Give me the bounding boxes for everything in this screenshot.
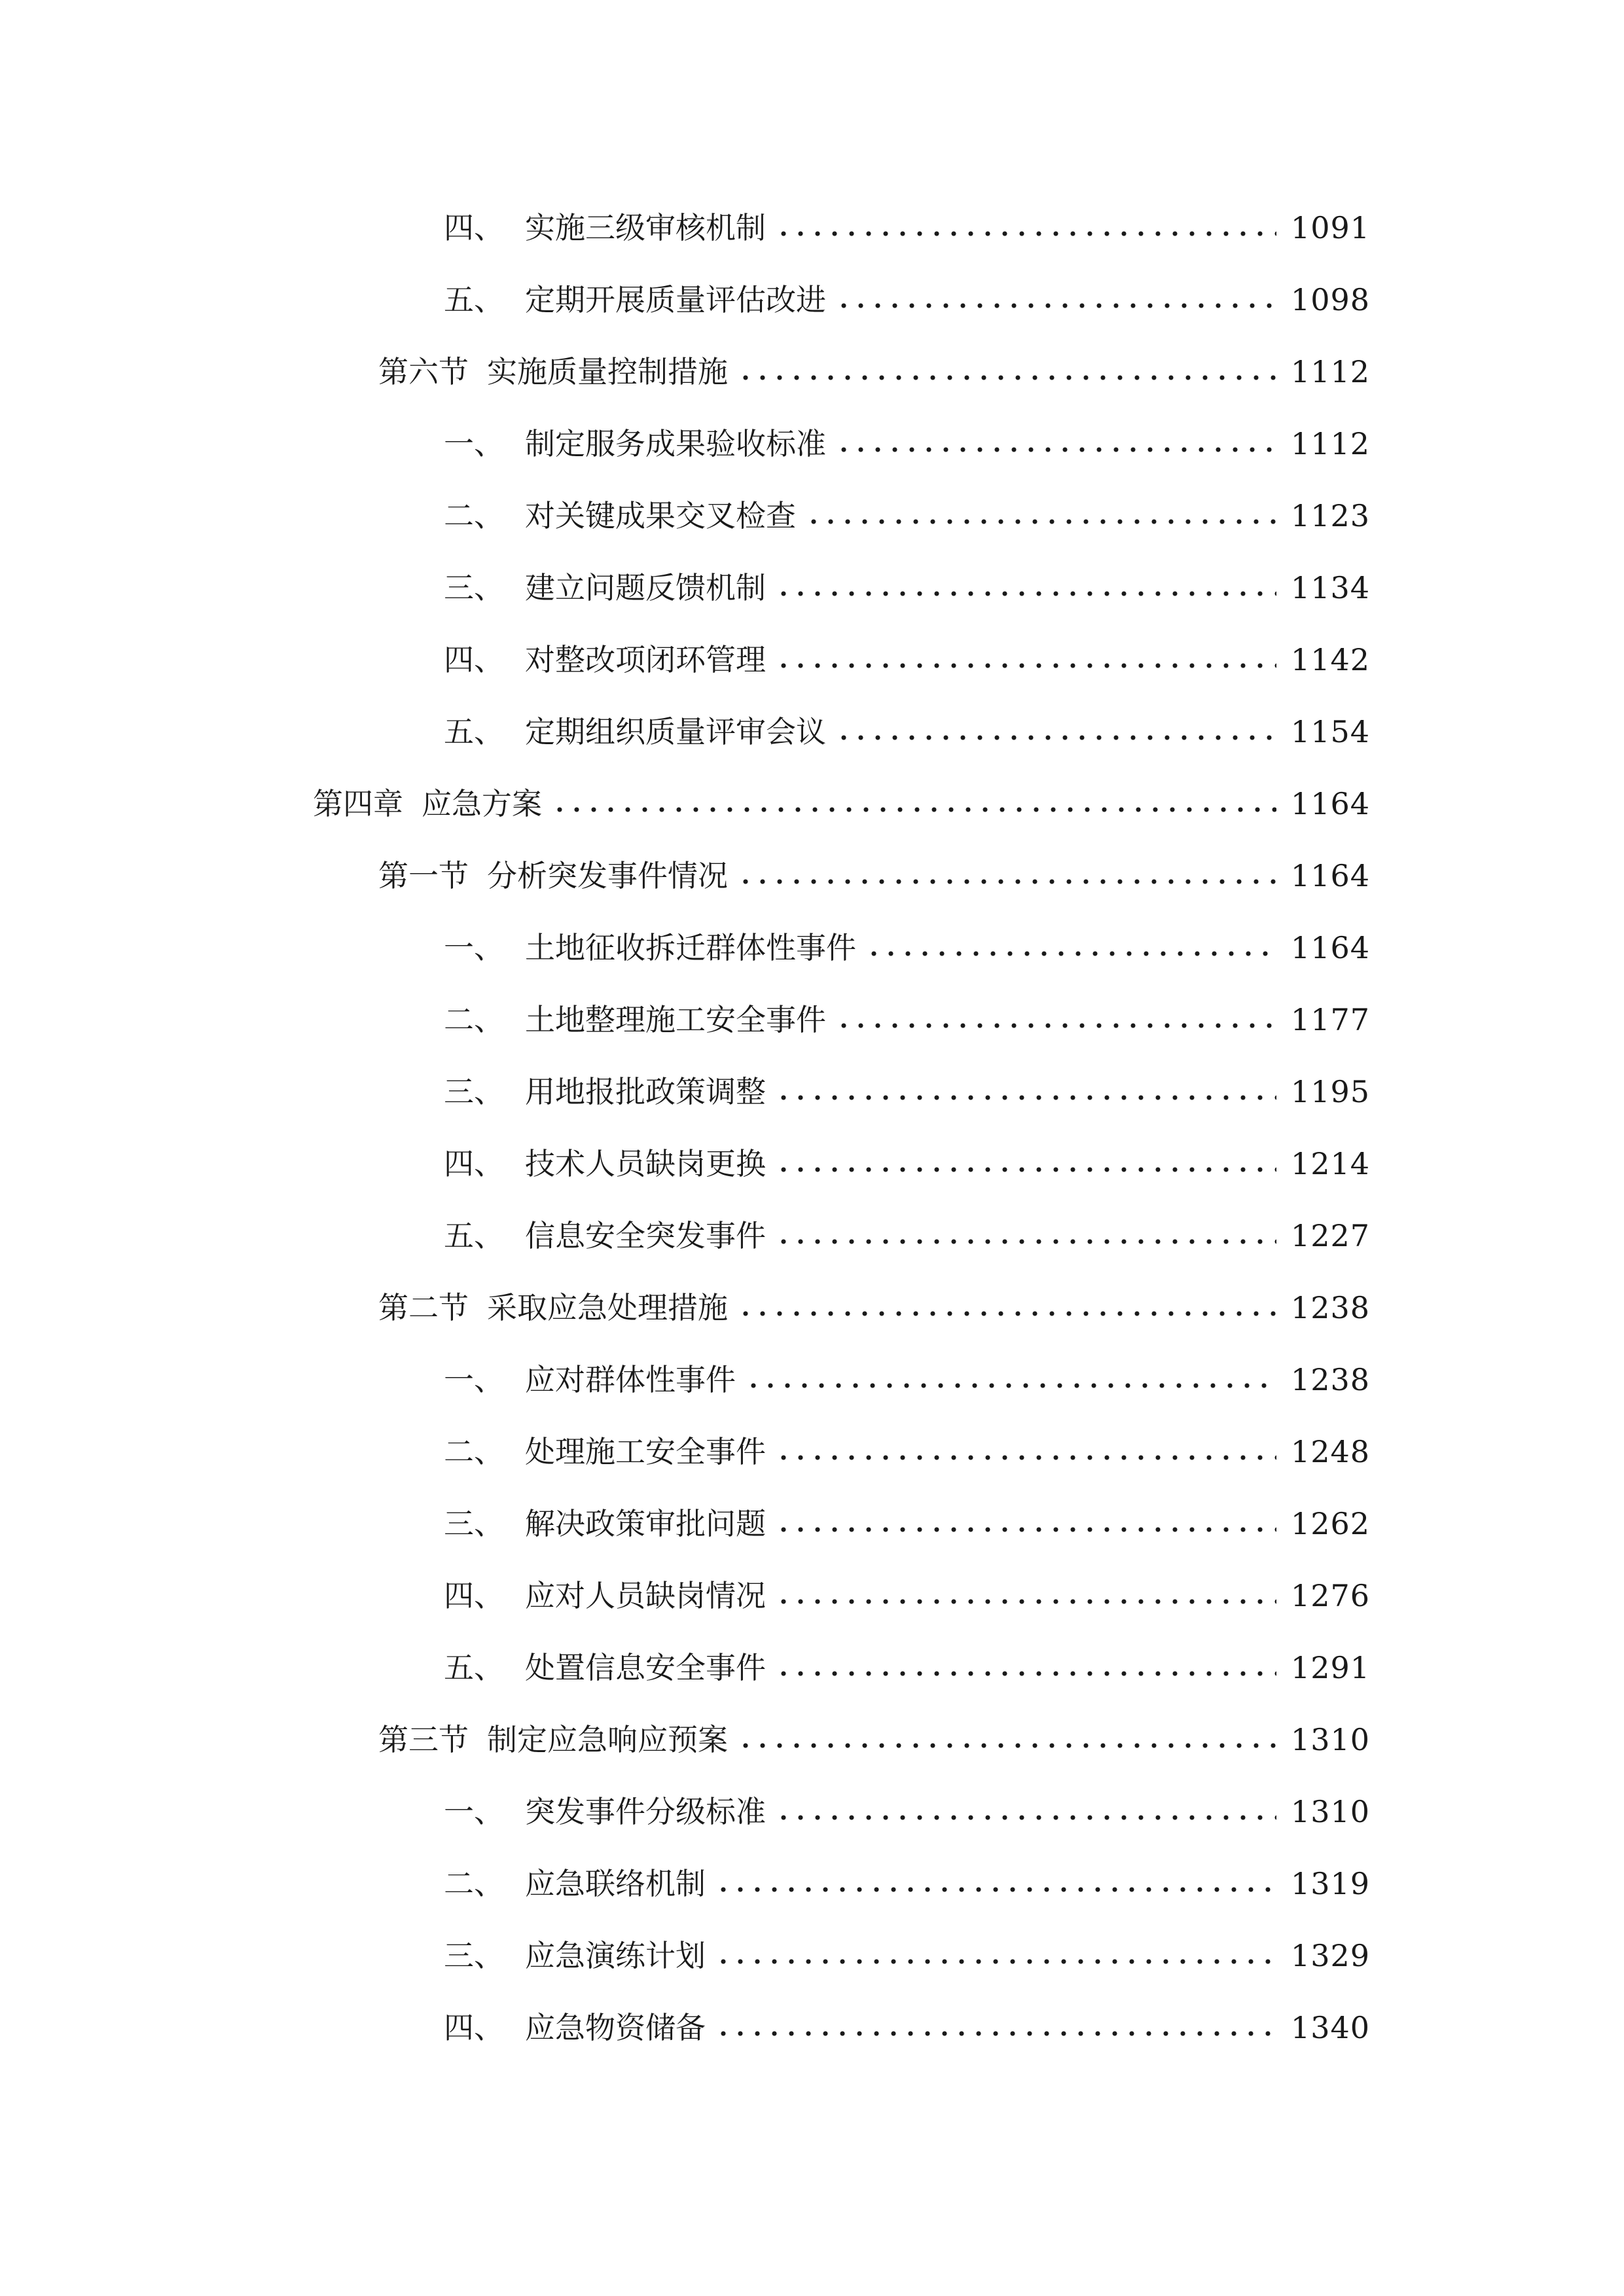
entry-title: 应对人员缺岗情况 — [525, 1578, 766, 1613]
item-marker: 四、 — [444, 1578, 504, 1613]
section-number: 第一节 — [378, 858, 469, 893]
item-marker: 三、 — [444, 1506, 504, 1541]
page-number: 1164 — [1290, 858, 1370, 893]
page-number: 1319 — [1290, 1866, 1370, 1901]
entry-title: 用地报批政策调整 — [525, 1074, 766, 1109]
dot-leader — [835, 734, 1276, 741]
toc-entry-item[interactable] — [444, 1488, 1370, 1560]
toc-entry-item[interactable] — [444, 192, 1370, 264]
dot-leader — [775, 1814, 1276, 1821]
dot-leader — [835, 302, 1276, 309]
toc-entry-item[interactable] — [444, 1416, 1370, 1488]
item-marker: 一、 — [444, 1794, 504, 1829]
toc-entry-item[interactable] — [444, 552, 1370, 624]
entry-title: 信息安全突发事件 — [525, 1218, 766, 1253]
entry-title: 土地征收拆迁群体性事件 — [525, 930, 856, 965]
entry-title: 实施质量控制措施 — [487, 354, 728, 389]
dot-leader — [835, 1022, 1276, 1029]
item-marker: 二、 — [444, 1866, 504, 1901]
toc-entry-item[interactable] — [444, 984, 1370, 1056]
dot-leader — [775, 590, 1276, 597]
item-marker: 四、 — [444, 210, 504, 245]
dot-leader — [737, 1310, 1276, 1317]
item-marker: 二、 — [444, 1434, 504, 1469]
item-marker: 一、 — [444, 426, 504, 461]
entry-title: 处理施工安全事件 — [525, 1434, 766, 1469]
entry-title: 解决政策审批问题 — [525, 1506, 766, 1541]
entry-title: 对关键成果交叉检查 — [525, 498, 796, 533]
page-number: 1310 — [1290, 1794, 1370, 1829]
page-number: 1164 — [1290, 786, 1370, 821]
dot-leader — [775, 230, 1276, 237]
section-number: 第二节 — [378, 1290, 469, 1325]
dot-leader — [551, 806, 1276, 813]
toc-entry-section[interactable] — [378, 840, 1370, 912]
toc-entry-item[interactable] — [444, 1848, 1370, 1920]
toc-entry-item[interactable] — [444, 1776, 1370, 1848]
dot-leader — [737, 1742, 1276, 1749]
page-number: 1214 — [1290, 1146, 1370, 1181]
entry-title: 应急物资储备 — [525, 2010, 706, 2045]
item-marker: 五、 — [444, 1650, 504, 1685]
entry-title: 制定应急响应预案 — [487, 1722, 728, 1757]
page-number: 1123 — [1290, 498, 1370, 533]
entry-title: 分析突发事件情况 — [487, 858, 728, 893]
toc-entry-section[interactable] — [378, 336, 1370, 408]
page-number: 1291 — [1290, 1650, 1370, 1685]
page-number: 1329 — [1290, 1938, 1370, 1973]
toc-entry-item[interactable] — [444, 480, 1370, 552]
toc-entry-section[interactable] — [378, 1704, 1370, 1776]
dot-leader — [775, 1166, 1276, 1173]
entry-title: 建立问题反馈机制 — [525, 570, 766, 605]
entry-title: 对整改项闭环管理 — [525, 642, 766, 677]
dot-leader — [775, 1238, 1276, 1245]
toc-entry-item[interactable] — [444, 1344, 1370, 1416]
page-number: 1112 — [1290, 354, 1370, 389]
entry-title: 采取应急处理措施 — [487, 1290, 728, 1325]
page-number: 1227 — [1290, 1218, 1370, 1253]
toc-entry-item[interactable] — [444, 1128, 1370, 1200]
entry-title: 应对群体性事件 — [525, 1362, 736, 1397]
dot-leader — [805, 518, 1276, 525]
page-number: 1238 — [1290, 1362, 1370, 1397]
item-marker: 四、 — [444, 642, 504, 677]
item-marker: 四、 — [444, 1146, 504, 1181]
page-number: 1134 — [1290, 570, 1370, 605]
dot-leader — [737, 374, 1276, 381]
entry-title: 应急联络机制 — [525, 1866, 706, 1901]
page-number: 1098 — [1290, 282, 1370, 317]
section-number: 第三节 — [378, 1722, 469, 1757]
item-marker: 三、 — [444, 1938, 504, 1973]
toc-entry-item[interactable] — [444, 1632, 1370, 1704]
dot-leader — [775, 1598, 1276, 1605]
dot-leader — [865, 950, 1276, 957]
entry-title: 处置信息安全事件 — [525, 1650, 766, 1685]
toc-entry-section[interactable] — [378, 1272, 1370, 1344]
toc-entry-item[interactable] — [444, 1056, 1370, 1128]
entry-title: 应急演练计划 — [525, 1938, 706, 1973]
page-number: 1248 — [1290, 1434, 1370, 1469]
toc-entry-item[interactable] — [444, 624, 1370, 696]
dot-leader — [775, 1670, 1276, 1677]
toc-entry-item[interactable] — [444, 1920, 1370, 1992]
dot-leader — [737, 878, 1276, 885]
item-marker: 三、 — [444, 1074, 504, 1109]
dot-leader — [775, 1454, 1276, 1461]
dot-leader — [745, 1382, 1276, 1389]
page-number: 1091 — [1290, 210, 1370, 245]
toc-entry-item[interactable] — [444, 264, 1370, 336]
toc-entry-chapter[interactable] — [313, 768, 1370, 840]
toc-entry-item[interactable] — [444, 408, 1370, 480]
dot-leader — [775, 662, 1276, 669]
item-marker: 二、 — [444, 498, 504, 533]
item-marker: 五、 — [444, 714, 504, 749]
page-number: 1164 — [1290, 930, 1370, 965]
dot-leader — [835, 446, 1276, 453]
dot-leader — [715, 1958, 1276, 1965]
item-marker: 四、 — [444, 2010, 504, 2045]
page-number: 1154 — [1290, 714, 1370, 749]
page-number: 1142 — [1290, 642, 1370, 677]
page-number: 1262 — [1290, 1506, 1370, 1541]
dot-leader — [775, 1094, 1276, 1101]
toc-entry-item[interactable] — [444, 1200, 1370, 1272]
toc-entry-item[interactable] — [444, 912, 1370, 984]
page-number: 1238 — [1290, 1290, 1370, 1325]
entry-title: 制定服务成果验收标准 — [525, 426, 826, 461]
entry-title: 技术人员缺岗更换 — [525, 1146, 766, 1181]
toc-entry-item[interactable] — [444, 696, 1370, 768]
section-number: 第六节 — [378, 354, 469, 389]
page-number: 1177 — [1290, 1002, 1370, 1037]
item-marker: 五、 — [444, 1218, 504, 1253]
dot-leader — [715, 1886, 1276, 1893]
page-number: 1112 — [1290, 426, 1370, 461]
entry-title: 定期开展质量评估改进 — [525, 282, 826, 317]
entry-title: 定期组织质量评审会议 — [525, 714, 826, 749]
page-number: 1276 — [1290, 1578, 1370, 1613]
entry-title: 土地整理施工安全事件 — [525, 1002, 826, 1037]
toc-entry-item[interactable] — [444, 1992, 1370, 2064]
dot-leader — [775, 1526, 1276, 1533]
item-marker: 五、 — [444, 282, 504, 317]
page-number: 1340 — [1290, 2010, 1370, 2045]
page-number: 1195 — [1290, 1074, 1370, 1109]
item-marker: 一、 — [444, 1362, 504, 1397]
entry-title: 实施三级审核机制 — [525, 210, 766, 245]
item-marker: 二、 — [444, 1002, 504, 1037]
page-number: 1310 — [1290, 1722, 1370, 1757]
entry-title: 突发事件分级标准 — [525, 1794, 766, 1829]
item-marker: 三、 — [444, 570, 504, 605]
chapter-number: 第四章 — [313, 786, 403, 821]
entry-title: 应急方案 — [422, 786, 542, 821]
toc-entry-item[interactable] — [444, 1560, 1370, 1632]
item-marker: 一、 — [444, 930, 504, 965]
dot-leader — [715, 2030, 1276, 2037]
